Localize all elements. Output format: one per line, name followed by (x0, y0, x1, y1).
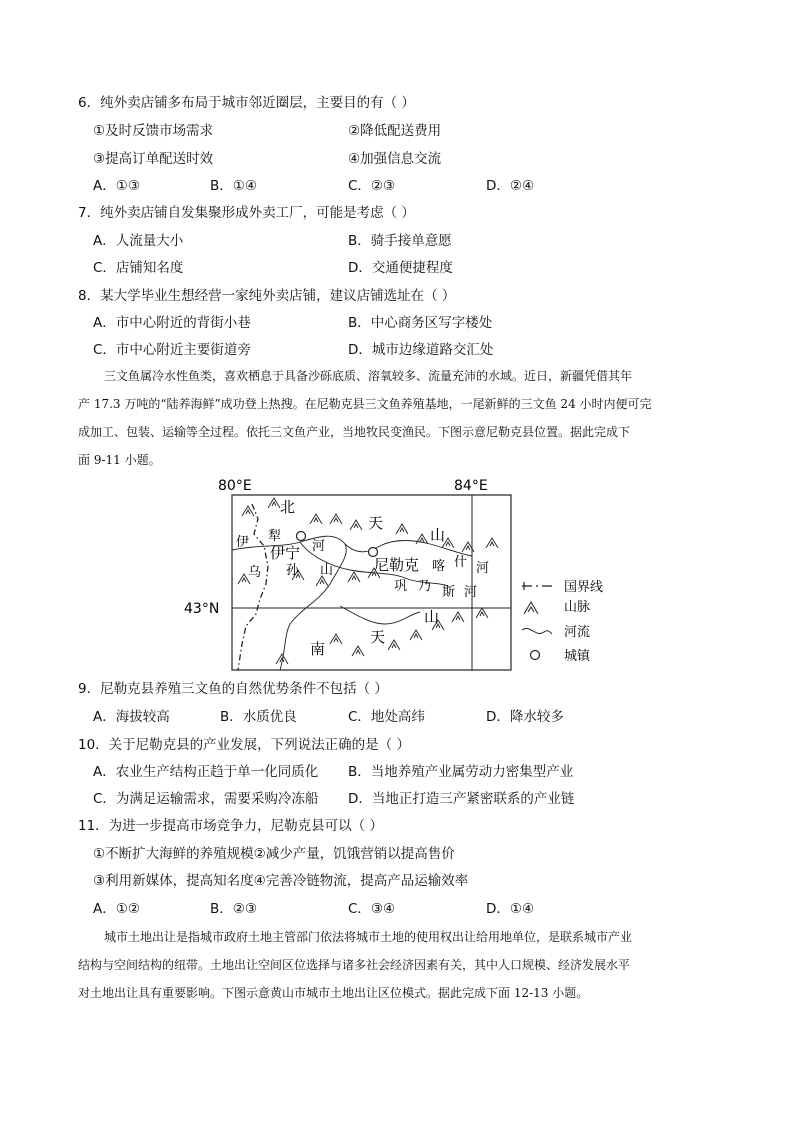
legend-mountain-symbol (524, 602, 538, 614)
label-si: 斯 (442, 585, 456, 600)
q9-choice-a[interactable]: A．海拔较高 (93, 709, 170, 725)
label-gong: 巩 (394, 579, 408, 594)
passage1-line-4: 面 9-11 小题。 (78, 453, 161, 467)
legend-river-label: 河流 (564, 625, 591, 640)
legend-river-symbol (522, 628, 552, 634)
passage1-line-3: 成加工、包装、运输等全过程。依托三文鱼产业，当地牧民变渔民。下图示意尼勒克县位置。据此完成下 (78, 425, 631, 439)
q7-choice-b[interactable]: B．骑手接单意愿 (348, 233, 452, 249)
label-nai: 乃 (418, 579, 432, 594)
q7-stem: 7．纯外卖店铺自发集聚形成外卖工厂，可能是考虑（ ） (78, 205, 415, 221)
map-legend (522, 579, 603, 664)
q8-choice-c[interactable]: C．市中心附近主要街道旁 (93, 342, 251, 358)
q11-choice-d[interactable]: D．①④ (486, 901, 535, 917)
label-he-1: 河 (312, 539, 326, 554)
lat-43n-label: 43°N (184, 601, 220, 617)
q10-choice-c[interactable]: C．为满足运输需求，需要采购冷冻船 (93, 791, 319, 807)
legend-town-symbol (531, 651, 540, 660)
q10-stem: 10．关于尼勒克县的产业发展，下列说法正确的是（ ） (78, 737, 410, 753)
q11-choice-a[interactable]: A．①② (93, 901, 140, 917)
q6-stem: 6．纯外卖店铺多布局于城市邻近圈层，主要目的有（ ） (78, 95, 415, 111)
q11-items-2: ③利用新媒体，提高知名度④完善冷链物流，提高产品运输效率 (93, 873, 469, 889)
passage1-line-1: 三文鱼属冷水性鱼类，喜欢栖息于具备沙砾底质、溶氧较多、流量充沛的水域。近日，新疆凭借其年 (104, 369, 633, 383)
label-he-2: 河 (476, 561, 490, 576)
q8-choice-d[interactable]: D．城市边缘道路交汇处 (348, 342, 494, 358)
q7-choice-c[interactable]: C．店铺知名度 (93, 260, 184, 276)
passage1-line-2: 产 17.3 万吨的“陆养海鲜”成功登上热搜。在尼勒克县三文鱼养殖基地，一尾新鲜的三文鱼 24 小时内便可完 (78, 397, 652, 411)
label-shi: 什 (454, 555, 468, 570)
yining-town-marker (297, 532, 306, 541)
q11-items-1: ①不断扩大海鲜的养殖规模②减少产量，饥饿营销以提高售价 (93, 846, 455, 862)
label-wu: 乌 (248, 565, 262, 580)
label-sun: 孙 (286, 563, 300, 578)
label-yi: 伊 (236, 535, 250, 550)
passage2-line-1: 城市土地出让是指城市政府土地主管部门依法将城市土地的使用权出让给用地单位，是联系城市产业 (104, 930, 633, 944)
q8-choice-a[interactable]: A．市中心附近的背街小巷 (93, 315, 251, 331)
q7-choice-d[interactable]: D．交通便捷程度 (348, 260, 453, 276)
q6-item-1: ①及时反馈市场需求 (93, 123, 214, 139)
lon-84e-label: 84°E (454, 478, 488, 494)
legend-border-label: 国界线 (564, 580, 604, 595)
q9-choice-c[interactable]: C．地处高纬 (348, 709, 425, 725)
q6-choice-d[interactable]: D．②④ (486, 178, 535, 194)
legend-town-label: 城镇 (564, 649, 591, 664)
q6-item-4: ④加强信息交流 (348, 151, 442, 167)
label-shan-south: 山 (424, 608, 440, 626)
label-he-3: 河 (464, 585, 478, 600)
passage2-line-2: 结构与空间结构的纽带。土地出让空间区位选择与诸多社会经济因素有关，其中人口规模、经济发展水平 (78, 958, 631, 972)
q6-choice-b[interactable]: B．①④ (210, 178, 257, 194)
label-li: 犁 (268, 529, 282, 544)
q9-stem: 9．尼勒克县养殖三文鱼的自然优势条件不包括（ ） (78, 681, 388, 697)
label-tian-north: 天 (368, 514, 384, 532)
national-border (238, 504, 268, 670)
q10-choice-a[interactable]: A．农业生产结构正趋于单一化同质化 (93, 764, 319, 780)
label-bei: 北 (280, 498, 296, 516)
q9-choice-b[interactable]: B．水质优良 (220, 709, 297, 725)
q10-choice-b[interactable]: B．当地养殖产业属劳动力密集型产业 (348, 764, 574, 780)
label-yining: 伊宁 (270, 544, 301, 562)
lon-80e-label: 80°E (218, 478, 252, 494)
q8-choice-b[interactable]: B．中心商务区写字楼处 (348, 315, 493, 331)
q6-item-3: ③提高订单配送时效 (93, 151, 214, 167)
q6-choice-a[interactable]: A．①③ (93, 178, 140, 194)
river-south (340, 606, 420, 624)
label-shan-middle: 山 (320, 563, 334, 578)
q8-stem: 8．某大学毕业生想经营一家纯外卖店铺，建议店铺选址在（ ） (78, 288, 456, 304)
label-nileke: 尼勒克 (374, 556, 420, 574)
q11-choice-c[interactable]: C．③④ (348, 901, 396, 917)
label-ka: 喀 (432, 559, 446, 574)
label-tian-south: 天 (370, 628, 386, 646)
nileke-location-map (180, 474, 620, 676)
label-nan: 南 (310, 640, 326, 658)
q6-item-2: ②降低配送费用 (348, 123, 442, 139)
label-shan-north: 山 (430, 526, 446, 544)
passage2-line-3: 对土地出让具有重要影响。下图示意黄山市城市土地出让区位模式。据此完成下面 12-13 小题。 (78, 986, 589, 1000)
q7-choice-a[interactable]: A．人流量大小 (93, 233, 184, 249)
q10-choice-d[interactable]: D．当地正打造三产紧密联系的产业链 (348, 791, 575, 807)
legend-mountain-label: 山脉 (564, 600, 591, 615)
q9-choice-d[interactable]: D．降水较多 (486, 709, 564, 725)
q11-choice-b[interactable]: B．②③ (210, 901, 257, 917)
q11-stem: 11．为进一步提高市场竞争力，尼勒克县可以（ ） (78, 818, 383, 834)
q6-choice-c[interactable]: C．②③ (348, 178, 396, 194)
